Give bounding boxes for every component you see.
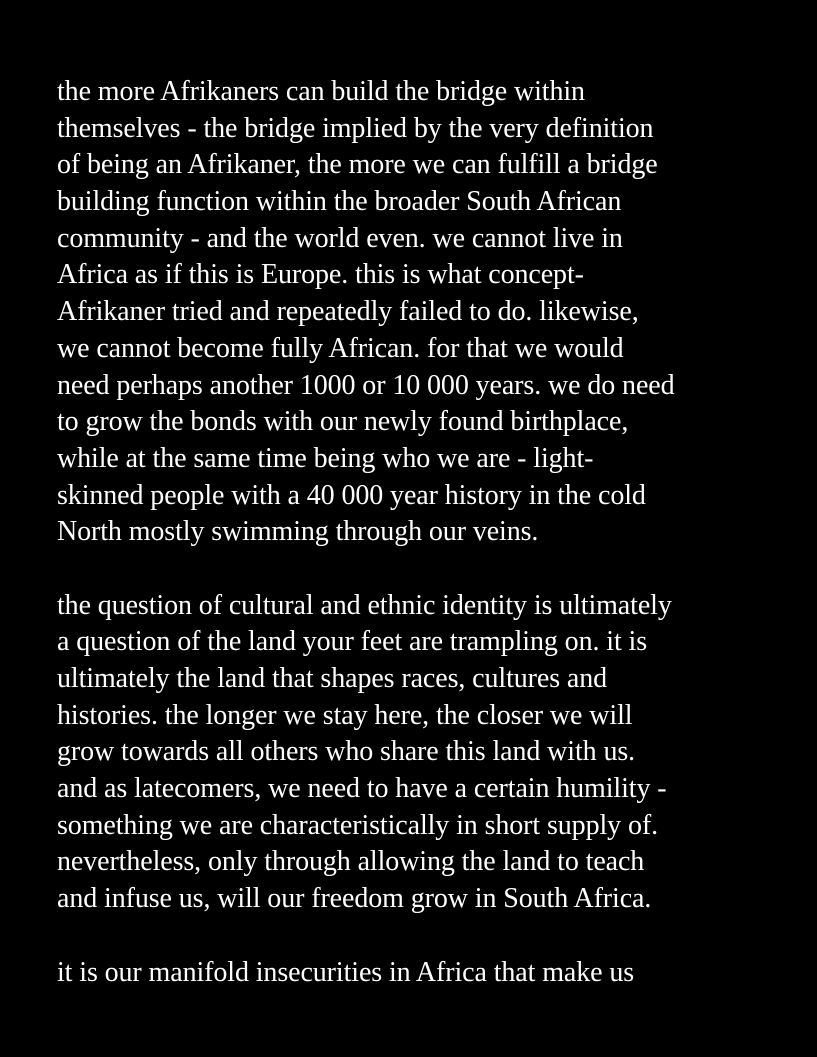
text-line: we cannot become fully African. for that we would <box>57 332 624 364</box>
text-line: while at the same time being who we are - light- <box>57 442 594 474</box>
text-line: nevertheless, only through allowing the land to teach <box>57 846 645 878</box>
text-line: skinned people with a 40 000 year history in the cold <box>57 479 646 511</box>
text-line: community - and the world even. we cannot live in <box>57 222 623 254</box>
text-line: a question of the land your feet are trampling on. it is <box>57 626 648 658</box>
text-line: the more Afrikaners can build the bridge within <box>57 76 585 107</box>
text-line: ultimately the land that shapes races, cultures and <box>57 663 608 694</box>
paragraph-1 <box>57 74 797 551</box>
text-line: building function within the broader South African <box>57 186 622 218</box>
text-line: themselves - the bridge implied by the very definition <box>57 112 654 144</box>
text-line: and infuse us, will our freedom grow in South Africa. <box>57 883 652 915</box>
text-line: something we are characteristically in short supply of. <box>57 809 658 841</box>
text-line: and as latecomers, we need to have a certain humility - <box>57 773 667 805</box>
body-text <box>57 74 797 991</box>
text-line: the question of cultural and ethnic identity is ultimately <box>57 589 672 621</box>
paragraph-gap <box>57 551 797 588</box>
text-line: need perhaps another 1000 or 10 000 years. we do need <box>57 369 675 401</box>
text-line: histories. the longer we stay here, the closer we will <box>57 699 633 731</box>
paragraph-gap <box>57 918 797 955</box>
text-line: of being an Afrikaner, the more we can fulfill a bridge <box>57 149 658 181</box>
text-line: Afrikaner tried and repeatedly failed to do. likewise, <box>57 296 639 328</box>
paragraph-2 <box>57 588 797 918</box>
text-line: Africa as if this is Europe. this is what concept- <box>57 259 584 291</box>
paragraph-3 <box>57 955 797 992</box>
text-line: North mostly swimming through our veins. <box>57 516 539 548</box>
text-line: it is our manifold insecurities in Africa that make us <box>57 956 635 988</box>
text-line: grow towards all others who share this land with us. <box>57 736 636 768</box>
text-line: to grow the bonds with our newly found birthplace, <box>57 406 629 438</box>
